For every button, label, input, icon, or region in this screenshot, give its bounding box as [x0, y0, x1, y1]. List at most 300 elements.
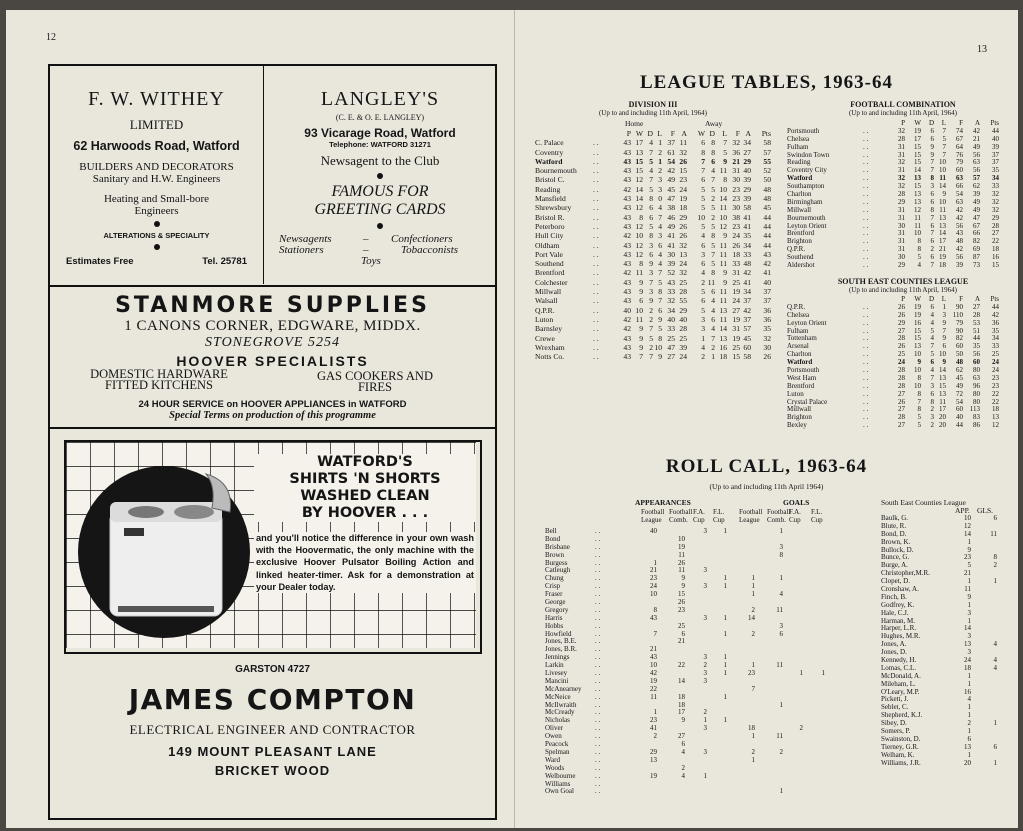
stat-value: 1 [723, 527, 727, 535]
stat-value: 19 [679, 194, 687, 204]
team-name: Swindon Town [787, 150, 830, 159]
stat-value: 25 [898, 350, 905, 359]
stat-value: 4 [658, 259, 662, 269]
team-name: Fulham [787, 142, 809, 151]
leader-dots: . . [863, 302, 869, 311]
stat-value: 31 [732, 268, 740, 278]
column-header: Pts [990, 119, 999, 127]
team-name: Mileham, L. [881, 679, 916, 688]
team-name: Wrexham [535, 342, 565, 352]
team-name: Leyton Orient [787, 221, 827, 230]
stat-value: 42 [956, 213, 963, 222]
stat-value: 40 [650, 527, 657, 535]
player-row [881, 760, 1011, 768]
leader-dots: . . [595, 755, 601, 764]
team-name: Bullock, D. [881, 545, 914, 554]
stat-value: 26 [732, 240, 740, 250]
stat-value: 1 [779, 527, 783, 535]
stat-value: 42 [973, 126, 980, 135]
leader-dots: . . [595, 692, 601, 701]
league-row [535, 241, 775, 250]
leader-dots: . . [863, 142, 869, 151]
stat-value: 3 [703, 613, 707, 622]
league-tables-title: LEAGUE TABLES, 1963-64 [639, 72, 894, 93]
player-row [545, 788, 875, 796]
column-header: P [901, 295, 905, 303]
stat-value: 27 [898, 326, 905, 335]
stat-value: 26 [898, 302, 905, 311]
leader-dots: . . [863, 253, 869, 262]
stat-value: 60 [956, 342, 963, 351]
stanmore-advert [50, 285, 495, 429]
withey-name: F. W. WITHEY [88, 88, 225, 110]
stat-value: 54 [956, 397, 963, 406]
stanmore-service: 24 HOUR SERVICE on HOOVER APPLIANCES in WATFORD [138, 399, 407, 410]
team-name: West Ham [787, 373, 817, 382]
stat-value: 1 [751, 755, 755, 764]
stat-value: 5 [711, 259, 715, 269]
langley-dash: – [363, 233, 369, 245]
stat-value: 20 [939, 413, 946, 422]
stat-value: 10 [650, 590, 657, 599]
stat-value: 11 [914, 221, 921, 230]
page-number: 12 [46, 32, 56, 43]
stat-value: 24 [650, 582, 657, 591]
stat-value: 69 [973, 245, 980, 254]
league-row [535, 315, 775, 324]
stat-value: 9 [681, 574, 685, 583]
stat-value: 8 [917, 389, 921, 398]
stat-value: 3 [779, 542, 783, 551]
stat-value: 6 [930, 302, 934, 311]
stat-value: 28 [898, 413, 905, 422]
stat-value: 23 [678, 605, 685, 614]
stat-value: 31 [898, 142, 905, 151]
stat-value: 6 [930, 134, 934, 143]
stat-value: 44 [992, 302, 999, 311]
stat-value: 1 [653, 558, 657, 567]
stat-value: 25 [992, 350, 999, 359]
stat-value: 43 [956, 229, 963, 238]
team-name: Owen [545, 732, 562, 741]
stat-value: 1 [779, 574, 783, 583]
stat-value: 29 [650, 747, 657, 756]
column-header: F.A. [789, 508, 801, 516]
stat-value: 7 [917, 397, 921, 406]
leader-dots: . . [863, 350, 869, 359]
stat-value: 2 [930, 405, 934, 414]
team-name: Aldershot [787, 261, 815, 270]
stat-value: 42 [992, 310, 999, 319]
stat-value: 5 [917, 413, 921, 422]
compton-town: BRICKET WOOD [214, 763, 331, 778]
stat-value: 30 [732, 203, 740, 213]
stat-value: 27 [973, 302, 980, 311]
stat-value: 14 [748, 613, 755, 622]
stat-value: 6 [701, 138, 705, 148]
stat-value: 113 [969, 405, 980, 414]
stat-value: 42 [763, 259, 771, 269]
column-header: Pts [990, 295, 999, 303]
stat-value: 7 [711, 175, 715, 185]
league-row [535, 166, 775, 175]
stat-value: 6 [701, 240, 705, 250]
stat-value: 1 [993, 758, 997, 767]
stat-value: 44 [992, 126, 999, 135]
stat-value: 3 [967, 632, 971, 641]
team-name: Q.P.R. [787, 245, 806, 254]
division3-note: (Up to and including 11th April, 1964) [598, 109, 708, 117]
stat-value: 37 [992, 150, 999, 159]
leader-dots: . . [863, 245, 869, 254]
leader-dots: . . [863, 197, 869, 206]
stat-value: 64 [956, 142, 963, 151]
stat-value: 9 [649, 259, 653, 269]
stat-value: 43 [623, 203, 631, 213]
leader-dots: . . [863, 134, 869, 143]
stat-value: 44 [763, 240, 771, 250]
stat-value: 31 [898, 237, 905, 246]
column-header: Cup [693, 515, 705, 524]
stat-value: 42 [956, 245, 963, 254]
stat-value: 8 [917, 237, 921, 246]
stat-value: 19 [914, 310, 921, 319]
stat-value: 6 [967, 734, 971, 743]
team-name: Brown, K. [881, 537, 911, 546]
team-name: Mancini [545, 676, 569, 685]
stat-value: 1 [723, 629, 727, 638]
stat-value: 14 [678, 676, 685, 685]
stanmore-specialists: HOOVER SPECIALISTS [176, 353, 369, 369]
stat-value: 11 [719, 287, 727, 297]
stat-value: 8 [917, 245, 921, 254]
stat-value: 27 [667, 352, 675, 362]
roll-call-title: ROLL CALL, 1963-64 [665, 456, 868, 477]
stat-value: 67 [973, 221, 980, 230]
stat-value: 3 [703, 676, 707, 685]
stat-value: 10 [719, 184, 727, 194]
stat-value: 30 [732, 175, 740, 185]
stat-value: 12 [914, 205, 921, 214]
stat-value: 7 [649, 324, 653, 334]
stat-value: 42 [743, 268, 751, 278]
leader-dots: . . [595, 542, 601, 551]
stat-value: 11 [678, 550, 685, 559]
stat-value: 79 [956, 318, 963, 327]
stat-value: 28 [898, 134, 905, 143]
stat-value: 19 [732, 314, 740, 324]
stat-value: 53 [973, 318, 980, 327]
stat-value: 21 [964, 569, 971, 578]
stat-value: 90 [956, 302, 963, 311]
stat-value: 3 [930, 182, 934, 191]
leader-dots: . . [863, 405, 869, 414]
se-roll-table [881, 515, 1011, 768]
leader-dots: . . [595, 621, 601, 630]
stat-value: 14 [635, 194, 643, 204]
stat-value: 2 [967, 719, 971, 728]
se-roll-app-header: APP. [955, 506, 970, 515]
stat-value: 11 [776, 605, 783, 614]
stat-value: 33 [667, 287, 675, 297]
team-name: Blute, R. [881, 521, 907, 530]
stat-value: 6 [942, 342, 946, 351]
stat-value: 9 [639, 287, 643, 297]
leader-dots: . . [595, 763, 601, 772]
leader-dots: . . [593, 156, 599, 166]
stat-value: 7 [942, 150, 946, 159]
column-header: W [914, 119, 921, 127]
stat-value: 18 [964, 663, 971, 672]
stat-value: 32 [898, 126, 905, 135]
stat-value: 28 [898, 334, 905, 343]
stat-value: 62 [956, 366, 963, 375]
stat-value: 5 [723, 147, 727, 157]
stat-value: 6 [930, 221, 934, 230]
stat-value: 11 [939, 205, 946, 214]
team-name: Hughes, M.R. [881, 632, 921, 641]
stat-value: 17 [939, 405, 946, 414]
leader-dots: . . [595, 637, 601, 646]
stat-value: 10 [914, 229, 921, 238]
stat-value: 43 [623, 333, 631, 343]
stat-value: 1 [779, 787, 783, 796]
stat-value: 60 [956, 166, 963, 175]
stat-value: 42 [956, 205, 963, 214]
stat-value: 4 [701, 268, 705, 278]
stat-value: 90 [956, 326, 963, 335]
stat-value: 26 [679, 221, 687, 231]
stat-value: 9 [967, 545, 971, 554]
langley-famous2: GREETING CARDS [314, 201, 446, 218]
leader-dots: . . [595, 676, 601, 685]
stat-value: 5 [649, 221, 653, 231]
stat-value: 29 [898, 197, 905, 206]
stat-value: 10 [964, 514, 971, 522]
stat-value: 56 [956, 253, 963, 262]
stat-value: 80 [973, 389, 980, 398]
stat-value: 23 [992, 381, 999, 390]
stat-value: 24 [732, 231, 740, 241]
stat-value: 6 [649, 249, 653, 259]
team-name: Q.P.R. [787, 302, 806, 311]
compton-advert [50, 658, 495, 818]
column-header: F.L. [811, 508, 823, 516]
stat-value: 15 [635, 156, 643, 166]
stat-value: 10 [939, 350, 946, 359]
stat-value: 4 [681, 771, 685, 780]
team-name: Bournemouth [787, 213, 826, 222]
stat-value: 2 [703, 708, 707, 717]
stat-value: 1 [653, 708, 657, 717]
stat-value: 24 [732, 296, 740, 306]
stat-value: 1 [723, 661, 727, 670]
team-name: Southampton [787, 182, 825, 191]
leader-dots: . . [593, 287, 599, 297]
stat-value: 3 [649, 240, 653, 250]
team-name: Tierney, G.R. [881, 742, 919, 751]
stat-value: 23 [650, 574, 657, 583]
stat-value: 21 [650, 566, 657, 575]
stat-value: 6 [681, 629, 685, 638]
stat-value: 48 [956, 358, 963, 367]
stat-value: 5 [649, 184, 653, 194]
stat-value: 1 [711, 352, 715, 362]
stat-value: 9 [723, 277, 727, 287]
sec-table [787, 296, 1013, 430]
stat-value: 47 [667, 342, 675, 352]
langley-address: 93 Vicarage Road, Watford [304, 126, 456, 140]
stat-value: 9 [930, 142, 934, 151]
leader-dots: . . [593, 147, 599, 157]
stat-value: 6 [711, 314, 715, 324]
left-page [6, 10, 515, 828]
column-header: Cup [789, 515, 801, 524]
stat-value: 13 [650, 755, 657, 764]
column-header: D [647, 129, 653, 138]
team-name: Bournemouth [535, 166, 577, 176]
stat-value: 7 [649, 147, 653, 157]
leader-dots: . . [863, 381, 869, 390]
stat-value: 50 [763, 175, 771, 185]
team-name: McDonald, A. [881, 671, 921, 680]
stat-value: 8 [658, 287, 662, 297]
stat-value: 52 [667, 268, 675, 278]
stat-value: 49 [956, 381, 963, 390]
stat-value: 21 [732, 156, 740, 166]
stat-value: 16 [719, 342, 727, 352]
team-name: Charlton [787, 190, 812, 199]
stat-value: 11 [914, 213, 921, 222]
team-name: Bell [545, 527, 557, 535]
stat-value: 10 [635, 305, 643, 315]
team-name: Coventry City [787, 166, 827, 175]
column-header: Cup [713, 515, 725, 524]
column-header: Football [739, 508, 763, 516]
stat-value: 17 [678, 708, 685, 717]
stat-value: 31 [898, 205, 905, 214]
leader-dots: . . [595, 605, 601, 614]
stat-value: 25 [678, 621, 685, 630]
column-header: Pts [761, 129, 771, 138]
stat-value: 26 [679, 156, 687, 166]
team-name: Watford [787, 174, 813, 183]
stat-value: 4 [711, 166, 715, 176]
leader-dots: . . [863, 190, 869, 199]
stat-value: 11 [719, 259, 727, 269]
stat-value: 40 [623, 305, 631, 315]
team-name: Williams [545, 779, 571, 788]
team-name: Woods [545, 763, 565, 772]
stat-value: 20 [939, 421, 946, 430]
stat-value: 34 [743, 240, 751, 250]
stat-value: 23 [748, 669, 755, 678]
stat-value: 7 [942, 326, 946, 335]
stat-value: 3 [942, 310, 946, 319]
stat-value: 7 [942, 126, 946, 135]
team-name: Millwall [787, 405, 812, 414]
team-name: Jones, B.R. [545, 645, 577, 654]
stat-value: 3 [701, 314, 705, 324]
stat-value: 32 [992, 205, 999, 214]
stat-value: 30 [763, 342, 771, 352]
column-header: F [735, 129, 740, 138]
team-name: Brighton [787, 237, 812, 246]
stat-value: 2 [703, 661, 707, 670]
division3-header-row [535, 129, 775, 138]
stat-value: 37 [763, 296, 771, 306]
stat-value: 60 [973, 358, 980, 367]
stat-value: 21 [939, 245, 946, 254]
league-row [535, 306, 775, 315]
leader-dots: . . [595, 534, 601, 543]
stat-value: 86 [973, 421, 980, 430]
stat-value: 11 [719, 314, 727, 324]
bullet-dot [377, 173, 383, 179]
bullet-dot [154, 221, 160, 227]
stat-value: 4 [779, 590, 783, 599]
stat-value: 10 [939, 166, 946, 175]
stat-value: 1 [658, 156, 662, 166]
stat-value: 32 [763, 333, 771, 343]
league-row [535, 203, 775, 212]
stat-value: 5 [711, 240, 715, 250]
stat-value: 96 [973, 381, 980, 390]
leader-dots: . . [595, 740, 601, 749]
stat-value: 9 [942, 334, 946, 343]
stat-value: 1 [703, 716, 707, 725]
stat-value: 39 [679, 342, 687, 352]
stat-value: 3 [701, 324, 705, 334]
team-name: Hale, C.J. [881, 608, 909, 617]
team-name: Crystal Palace [787, 397, 828, 406]
stat-value: 18 [679, 203, 687, 213]
advertisements-box [48, 64, 497, 820]
langley-toys: Toys [361, 255, 381, 267]
stat-value: 62 [973, 182, 980, 191]
leader-dots: . . [595, 550, 601, 559]
team-name: Jones, B.E. [545, 637, 577, 646]
team-name: McAnearney [545, 684, 582, 693]
stat-value: 41 [743, 212, 751, 222]
team-name: Leyton Orient [787, 318, 827, 327]
stat-value: 25 [679, 333, 687, 343]
column-header: D [928, 295, 934, 303]
stat-value: 11 [635, 268, 643, 278]
stat-value: 28 [679, 287, 687, 297]
team-name: Cronshaw, A. [881, 585, 919, 594]
stat-value: 4 [701, 231, 705, 241]
stat-value: 10 [678, 534, 685, 543]
leader-dots: . . [593, 305, 599, 315]
stat-value: 32 [679, 240, 687, 250]
stat-value: 2 [658, 166, 662, 176]
stat-value: 31 [898, 229, 905, 238]
stat-value: 37 [667, 138, 675, 148]
withey-address: 62 Harwoods Road, Watford [73, 139, 240, 153]
stat-value: 11 [719, 296, 727, 306]
stat-value: 6 [639, 296, 643, 306]
withey-limited: LIMITED [129, 117, 184, 132]
stat-value: 23 [650, 716, 657, 725]
stat-value: 6 [681, 740, 685, 749]
leader-dots: . . [863, 358, 869, 367]
stat-value: 18 [748, 724, 755, 733]
stat-value: 36 [763, 314, 771, 324]
stat-value: 42 [623, 184, 631, 194]
stat-value: 2 [930, 421, 934, 430]
league-row [535, 175, 775, 184]
